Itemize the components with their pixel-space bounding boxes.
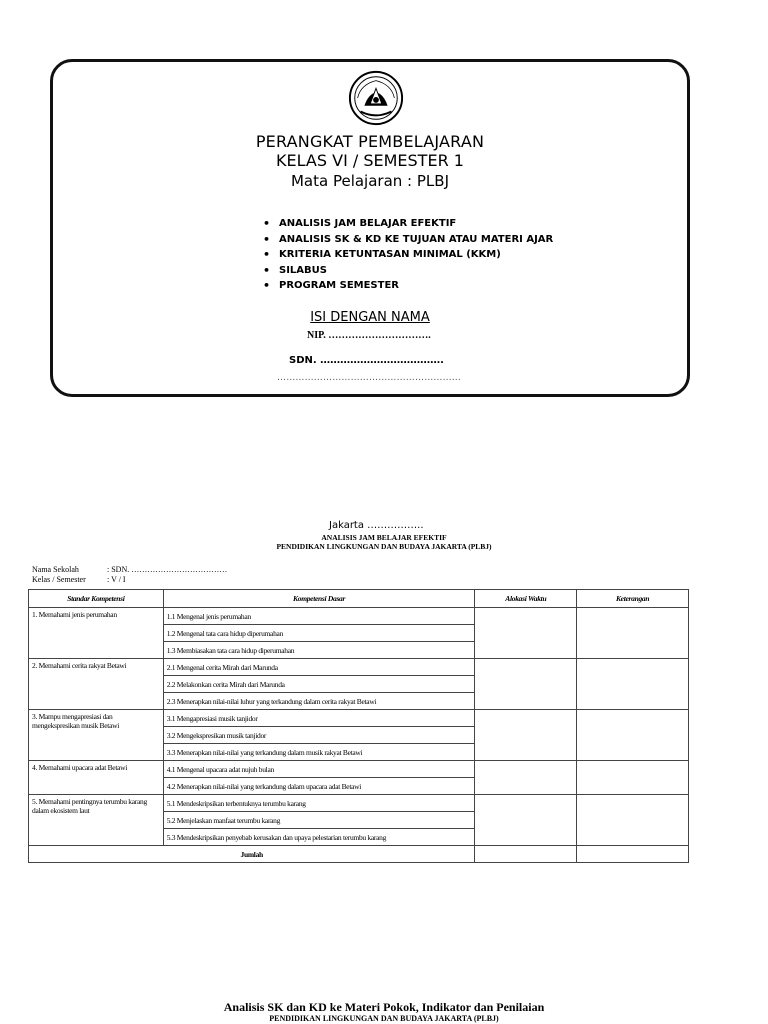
- cover-box: [50, 59, 690, 397]
- kd-cell: 1.3 Membiasakan tata cara hidup diperumahan: [163, 642, 475, 659]
- kd-cell: 5.3 Mendeskripsikan penyebab kerusakan dan upaya pelestarian terumbu karang: [163, 829, 475, 846]
- school-value: : SDN. ………………………………: [107, 565, 228, 574]
- kd-cell: 1.2 Mengenal tata cara hidup diperumahan: [163, 625, 475, 642]
- table-row: [29, 761, 689, 778]
- next-section-heading: [0, 1000, 768, 1023]
- class-value: : V / I: [107, 575, 126, 584]
- total-keterangan-cell: [577, 846, 689, 863]
- header-keterangan: Keterangan: [577, 590, 689, 608]
- header-standar-kompetensi: Standar Kompetensi: [29, 590, 164, 608]
- kd-cell: 2.3 Menerapkan nilai-nilai luhur yang terkandung dalam cerita rakyat Betawi: [163, 693, 475, 710]
- kd-cell: 4.2 Menerapkan nilai-nilai yang terkandung dalam upacara adat Betawi: [163, 778, 475, 795]
- cover-class-semester: KELAS VI / SEMESTER 1: [276, 151, 464, 170]
- header-kompetensi-dasar: Kompetensi Dasar: [163, 590, 475, 608]
- nip-label: NIP. ………………………….: [307, 330, 431, 341]
- kd-cell: 3.2 Mengekspresikan musik tanjidor: [163, 727, 475, 744]
- table-total-row: [29, 846, 689, 863]
- cover-contents-list: [261, 216, 553, 294]
- keterangan-cell: [577, 608, 689, 659]
- kd-cell: 5.1 Mendeskripsikan terbentuknya terumbu karang: [163, 795, 475, 812]
- table-row: [29, 710, 689, 727]
- kd-cell: 2.1 Mengenal cerita Mirah dari Marunda: [163, 659, 475, 676]
- next-section-subtitle: PENDIDIKAN LINGKUNGAN DAN BUDAYA JAKARTA (PLBJ): [269, 1014, 499, 1023]
- sk-cell: 1. Memahami jenis perumahan: [29, 608, 164, 659]
- keterangan-cell: [577, 761, 689, 795]
- analysis-title: ANALISIS JAM BELAJAR EFEKTIF: [321, 533, 447, 542]
- list-item: • PROGRAM SEMESTER: [261, 278, 553, 294]
- header-alokasi-waktu: Alokasi Waktu: [475, 590, 577, 608]
- list-item: • SILABUS: [261, 263, 553, 279]
- keterangan-cell: [577, 659, 689, 710]
- kd-cell: 5.2 Menjelaskan manfaat terumbu karang: [163, 812, 475, 829]
- cover-title: PERANGKAT PEMBELAJARAN: [255, 132, 485, 151]
- keterangan-cell: [577, 710, 689, 761]
- table-row: [29, 795, 689, 812]
- table-row: [29, 659, 689, 676]
- list-item: • KRITERIA KETUNTASAN MINIMAL (KKM): [261, 247, 553, 263]
- kd-cell: 3.3 Menerapkan nilai-nilai yang terkandung dalam musik rakyat Betawi: [163, 744, 475, 761]
- table-row: [29, 608, 689, 625]
- cover-subject: Mata Pelajaran : PLBJ: [290, 172, 449, 190]
- list-item: • ANALISIS JAM BELAJAR EFEKTIF: [261, 216, 553, 232]
- total-label: Jumlah: [29, 846, 475, 863]
- total-alokasi-cell: [475, 846, 577, 863]
- alokasi-cell: [475, 608, 577, 659]
- dotted-line: ……………………………………………………: [277, 373, 461, 383]
- next-section-title: Analisis SK dan KD ke Materi Pokok, Indikator dan Penilaian: [223, 1000, 545, 1014]
- place-date: Jakarta ……………..: [329, 520, 424, 531]
- kd-cell: 1.1 Mengenal jenis perumahan: [163, 608, 475, 625]
- tut-wuri-handayani-logo-icon: [347, 69, 405, 127]
- class-label: Kelas / Semester: [32, 575, 86, 584]
- sk-cell: 5. Memahami pentingnya terumbu karang dalam ekosistem laut: [29, 795, 164, 846]
- alokasi-cell: [475, 795, 577, 846]
- sk-cell: 4. Memahami upacara adat Betawi: [29, 761, 164, 795]
- kd-cell: 3.1 Mengapresiasi musik tanjidor: [163, 710, 475, 727]
- school-label: Nama Sekolah: [32, 565, 79, 574]
- alokasi-cell: [475, 710, 577, 761]
- alokasi-cell: [475, 659, 577, 710]
- sk-cell: 2. Memahami cerita rakyat Betawi: [29, 659, 164, 710]
- analysis-table: [28, 589, 689, 863]
- list-item: • ANALISIS SK & KD KE TUJUAN ATAU MATERI AJAR: [261, 232, 553, 248]
- sdn-line: SDN. ……………………………….: [289, 355, 444, 366]
- analysis-subtitle: PENDIDIKAN LINGKUNGAN DAN BUDAYA JAKARTA (PLBJ): [276, 542, 492, 551]
- alokasi-cell: [475, 761, 577, 795]
- keterangan-cell: [577, 795, 689, 846]
- kd-cell: 4.1 Mengenal upacara adat nujuh bulan: [163, 761, 475, 778]
- nip-line: [307, 330, 431, 341]
- school-info: [32, 565, 227, 585]
- sk-cell: 3. Mampu mengapresiasi dan mengekspresikan musik Betawi: [29, 710, 164, 761]
- kd-cell: 2.2 Melakonkan cerita Mirah dari Marunda: [163, 676, 475, 693]
- fill-name-heading: ISI DENGAN NAMA: [310, 310, 430, 325]
- analysis-heading: [0, 533, 768, 551]
- table-header-row: [29, 590, 689, 608]
